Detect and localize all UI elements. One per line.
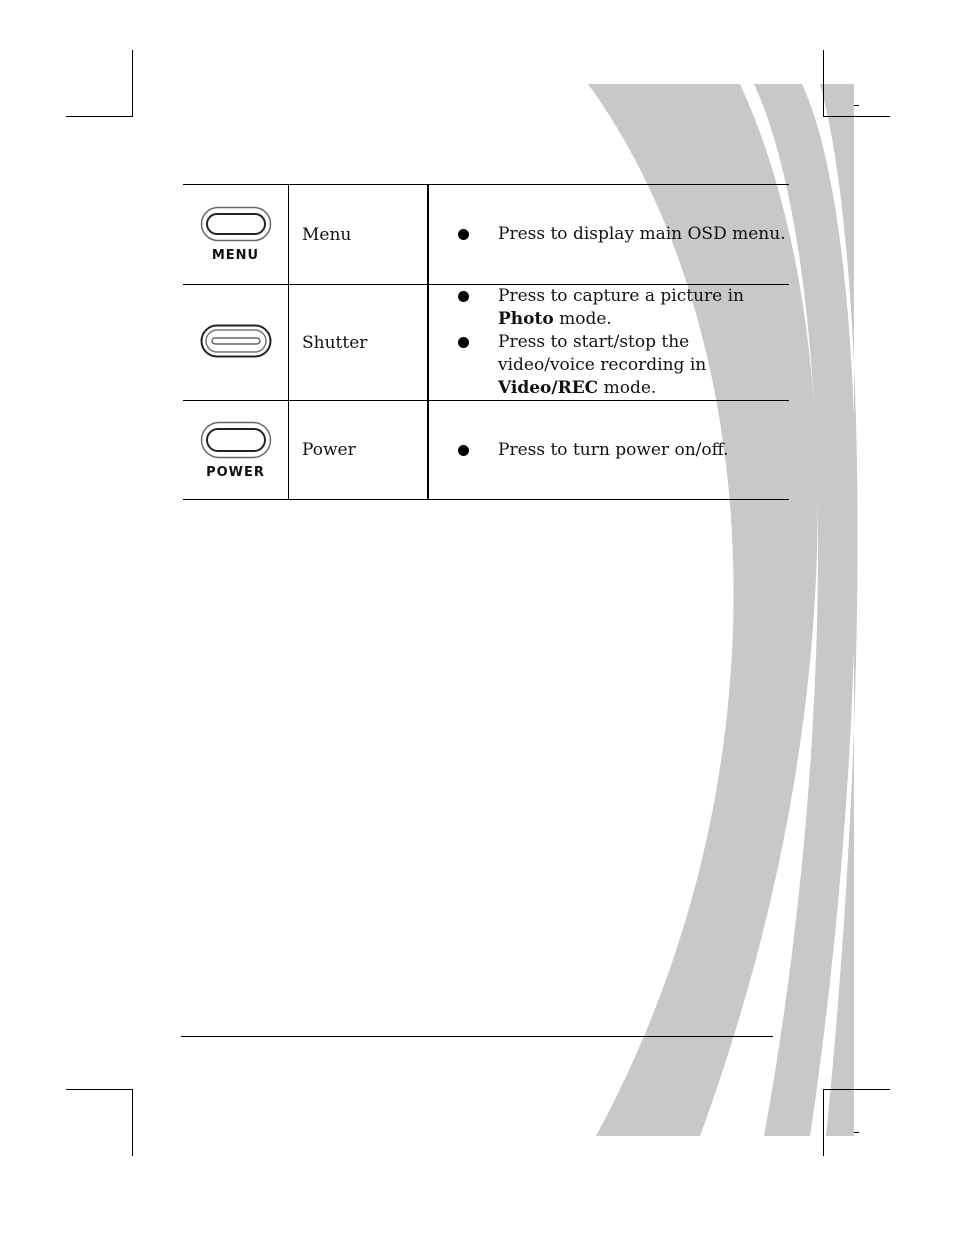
crop-mark-top-left-v — [132, 50, 133, 117]
icon-cell — [183, 285, 289, 401]
bullet-item: Press to start/stop the video/voice recording in Video/REC mode. — [457, 331, 789, 400]
tick-mark-top — [854, 105, 859, 106]
crop-mark-top-right-v — [823, 50, 824, 117]
row-name: Shutter — [289, 285, 429, 401]
menu-button-caption: MENU — [211, 248, 260, 263]
icon-cell — [183, 401, 289, 500]
row-description — [428, 185, 789, 285]
icon-cell — [183, 185, 289, 285]
power-button-icon — [200, 421, 272, 480]
crop-mark-bottom-left-v — [132, 1089, 133, 1156]
table-row — [183, 185, 789, 285]
crop-mark-bottom-left-h — [66, 1089, 133, 1090]
crop-mark-bottom-right-v — [823, 1089, 824, 1156]
bullet-item: Press to display main OSD menu. — [457, 223, 789, 246]
tick-mark-bottom — [854, 1132, 859, 1133]
power-button-caption: POWER — [206, 464, 265, 480]
crop-mark-top-left-h — [66, 116, 133, 117]
bullet-item: Press to turn power on/off. — [457, 439, 789, 462]
row-description — [428, 285, 789, 401]
bullet-list — [429, 439, 789, 462]
table-row — [183, 401, 789, 500]
bullet-item: Press to capture a picture in Photo mode. — [457, 285, 789, 331]
footer-rule — [181, 1036, 773, 1037]
shutter-button-icon — [200, 324, 272, 362]
row-name: Menu — [289, 185, 429, 285]
crop-mark-bottom-right-h — [823, 1089, 890, 1090]
row-description — [428, 401, 789, 500]
bullet-list — [429, 285, 789, 400]
crop-mark-top-right-h — [823, 116, 890, 117]
button-function-table — [183, 184, 789, 500]
row-name: Power — [289, 401, 429, 500]
menu-button-icon — [200, 206, 272, 263]
table-row — [183, 285, 789, 401]
bullet-list — [429, 223, 789, 246]
